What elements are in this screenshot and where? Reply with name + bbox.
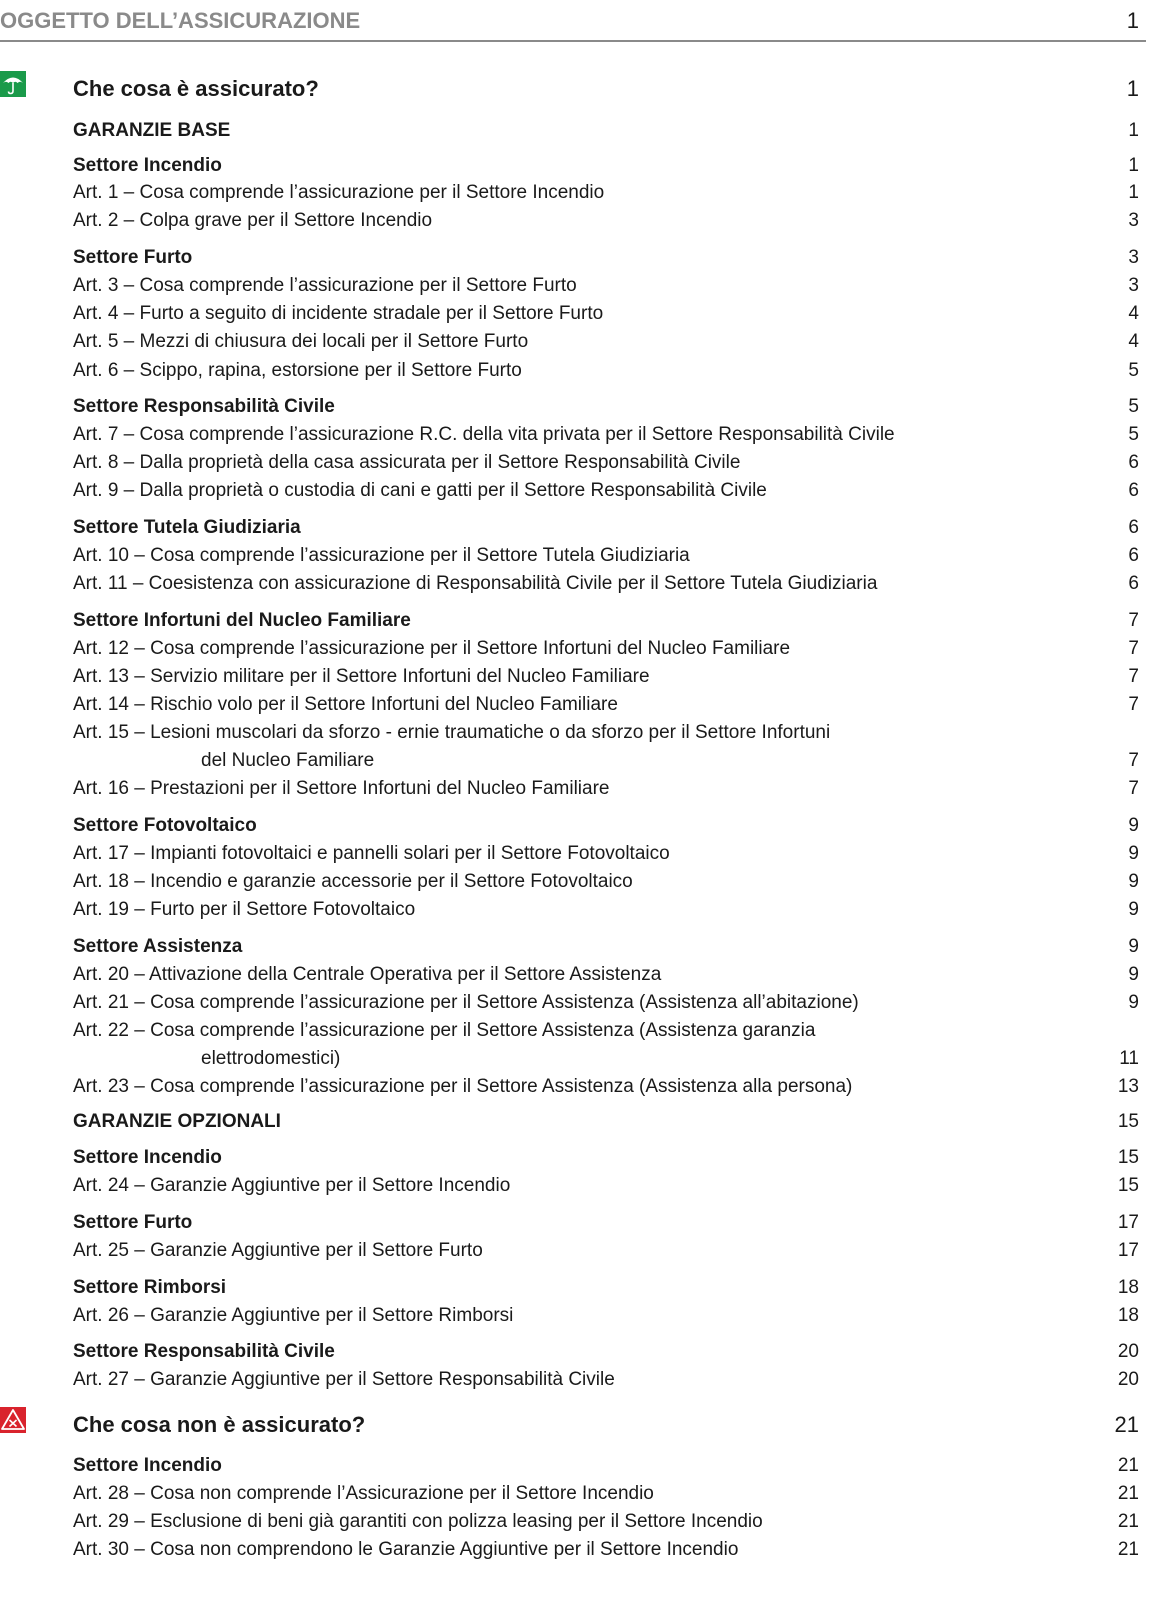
chapter-divider xyxy=(0,40,1146,42)
page-number: 1 xyxy=(1126,8,1139,33)
warning-icon xyxy=(0,1407,26,1433)
umbrella-icon xyxy=(0,71,26,97)
chapter-title: OGGETTO DELL’ASSICURAZIONE xyxy=(0,8,361,33)
